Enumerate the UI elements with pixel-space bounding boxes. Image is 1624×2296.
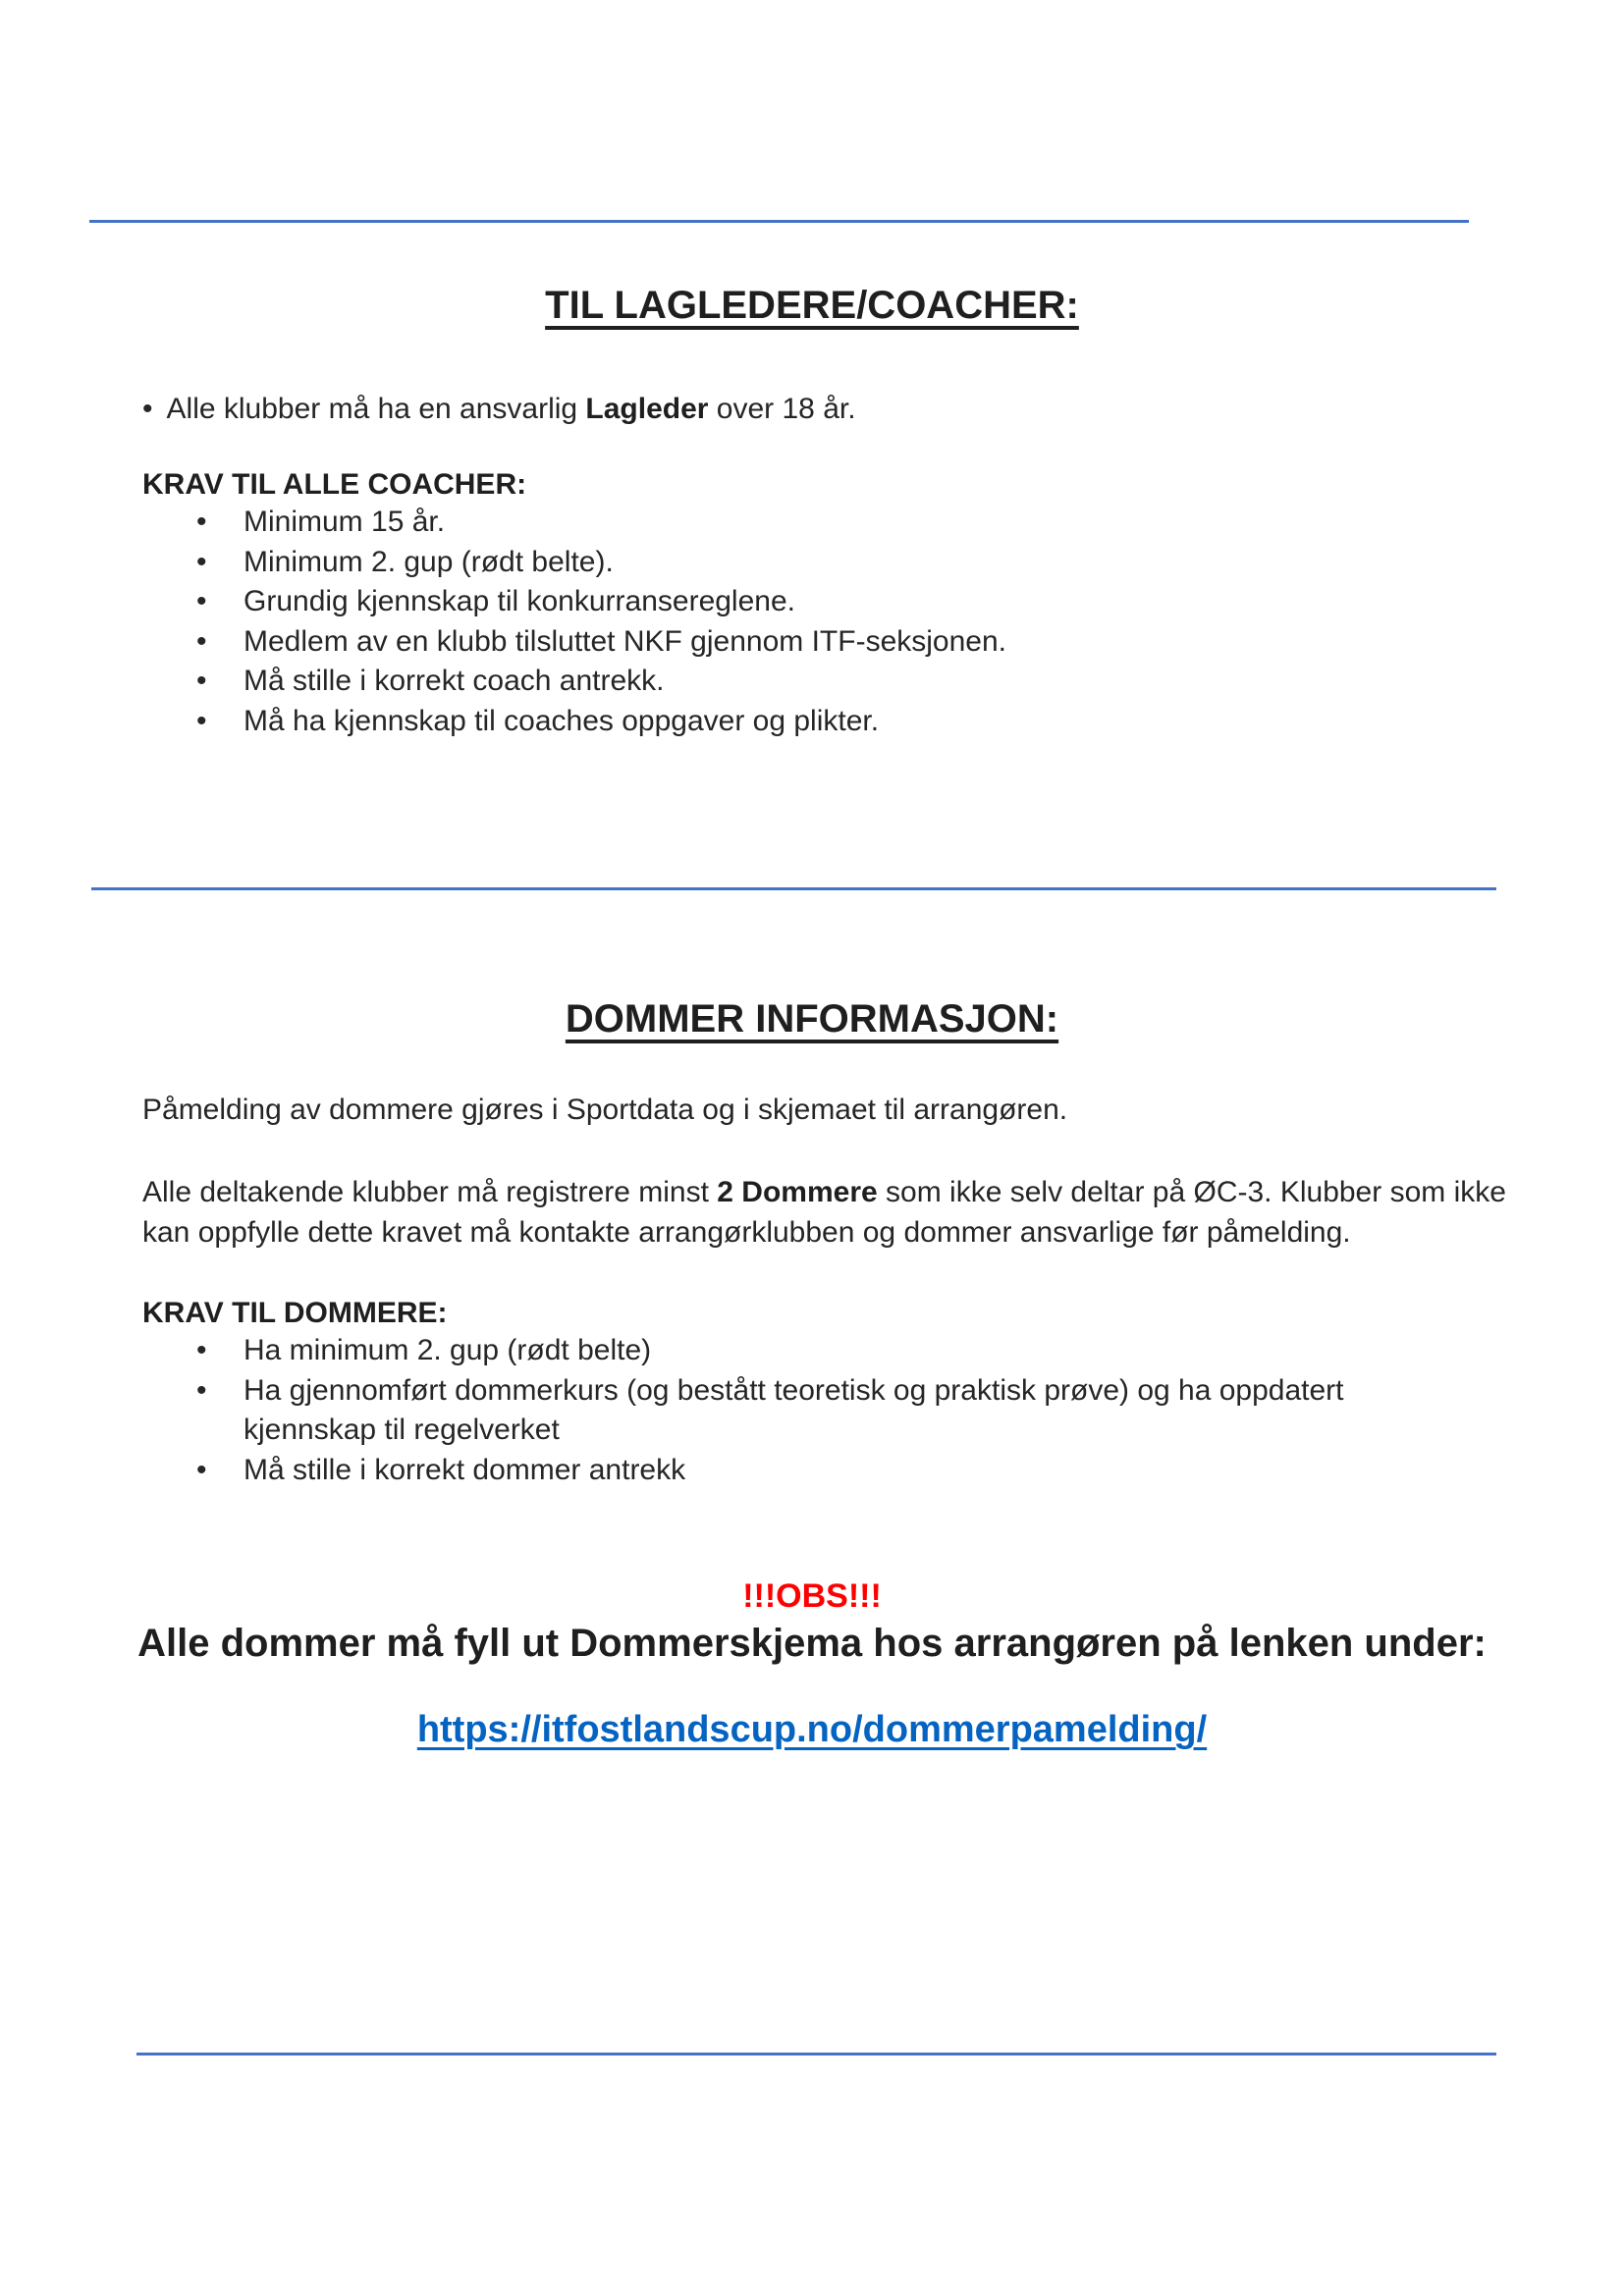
coach-section-title: [98, 280, 1526, 331]
section-divider-top: [89, 220, 1469, 223]
coach-requirements-list: [196, 503, 1006, 741]
referee-form-instruction: Alle dommer må fyll ut Dommerskjema hos arrangøren på lenken under:: [137, 1622, 1487, 1665]
requirement-text: Medlem av en klubb tilsluttet NKF gjennom ITF-seksjonen.: [244, 624, 1006, 658]
bullet-icon: •: [196, 506, 207, 538]
requirement-text: Ha minimum 2. gup (rødt belte): [244, 1334, 652, 1366]
section-divider-middle: [91, 887, 1496, 890]
list-item: [196, 1371, 1471, 1451]
coach-intro-post: over 18 år.: [708, 393, 856, 425]
list-item: [196, 503, 1006, 543]
club-requirement-post: som ikke selv deltar på ØC-3. Klubber som ikke kan oppfylle dette kravet må kontakte arrangørklubben og dommer ansvarlige før påmelding.: [142, 1176, 1506, 1249]
bullet-icon: •: [196, 585, 207, 617]
list-item: [196, 702, 1006, 742]
bullet-icon: •: [196, 665, 207, 697]
bullet-icon: •: [196, 624, 207, 658]
referee-link-line: [98, 1708, 1526, 1753]
list-item: [196, 582, 1006, 622]
requirement-text: Må stille i korrekt coach antrekk.: [244, 665, 665, 697]
referee-section-title-text: DOMMER INFORMASJON:: [565, 997, 1059, 1041]
list-item: [196, 1451, 1471, 1491]
obs-alert: !!!OBS!!!: [742, 1577, 882, 1615]
list-item: [196, 662, 1006, 702]
bullet-icon: •: [196, 1334, 207, 1366]
requirement-text: Må ha kjennskap til coaches oppgaver og plikter.: [244, 704, 880, 737]
requirement-text: Minimum 2. gup (rødt belte).: [244, 545, 614, 578]
list-item: [196, 622, 1006, 663]
requirement-text: Må stille i korrekt dommer antrekk: [244, 1453, 686, 1486]
referee-section-title: [98, 993, 1526, 1044]
coach-section-title-text: TIL LAGLEDERE/COACHER:: [545, 284, 1079, 327]
bullet-icon: •: [196, 704, 207, 737]
referee-requirements-list: [196, 1331, 1471, 1490]
requirement-text: Grundig kjennskap til konkurransereglene.: [244, 585, 795, 617]
referee-club-requirement: [142, 1172, 1546, 1253]
referee-registration-link[interactable]: https://itfostlandscup.no/dommerpamelding/: [416, 1709, 1208, 1750]
coach-intro-bold: Lagleder: [585, 393, 709, 425]
bullet-icon: •: [142, 393, 153, 425]
club-requirement-bold: 2 Dommere: [717, 1176, 878, 1208]
section-divider-bottom: [136, 2053, 1496, 2056]
referee-requirements-heading: KRAV TIL DOMMERE:: [142, 1297, 448, 1329]
requirement-text: Minimum 15 år.: [244, 506, 446, 538]
coach-intro-paragraph: [142, 389, 856, 429]
list-item: [196, 543, 1006, 583]
list-item: [196, 1331, 1471, 1371]
bullet-icon: •: [196, 1373, 207, 1407]
bullet-icon: •: [196, 545, 207, 578]
club-requirement-pre: Alle deltakende klubber må registrere minst: [142, 1176, 718, 1208]
requirement-text: Ha gjennomført dommerkurs (og bestått teoretisk og praktisk prøve) og ha oppdatert kjennskap til regelverket: [244, 1373, 1344, 1446]
coach-requirements-heading: KRAV TIL ALLE COACHER:: [142, 468, 527, 501]
bullet-icon: •: [196, 1453, 207, 1486]
referee-registration-note: Påmelding av dommere gjøres i Sportdata og i skjemaet til arrangøren.: [142, 1094, 1068, 1126]
coach-intro-pre: Alle klubber må ha en ansvarlig: [166, 393, 586, 425]
